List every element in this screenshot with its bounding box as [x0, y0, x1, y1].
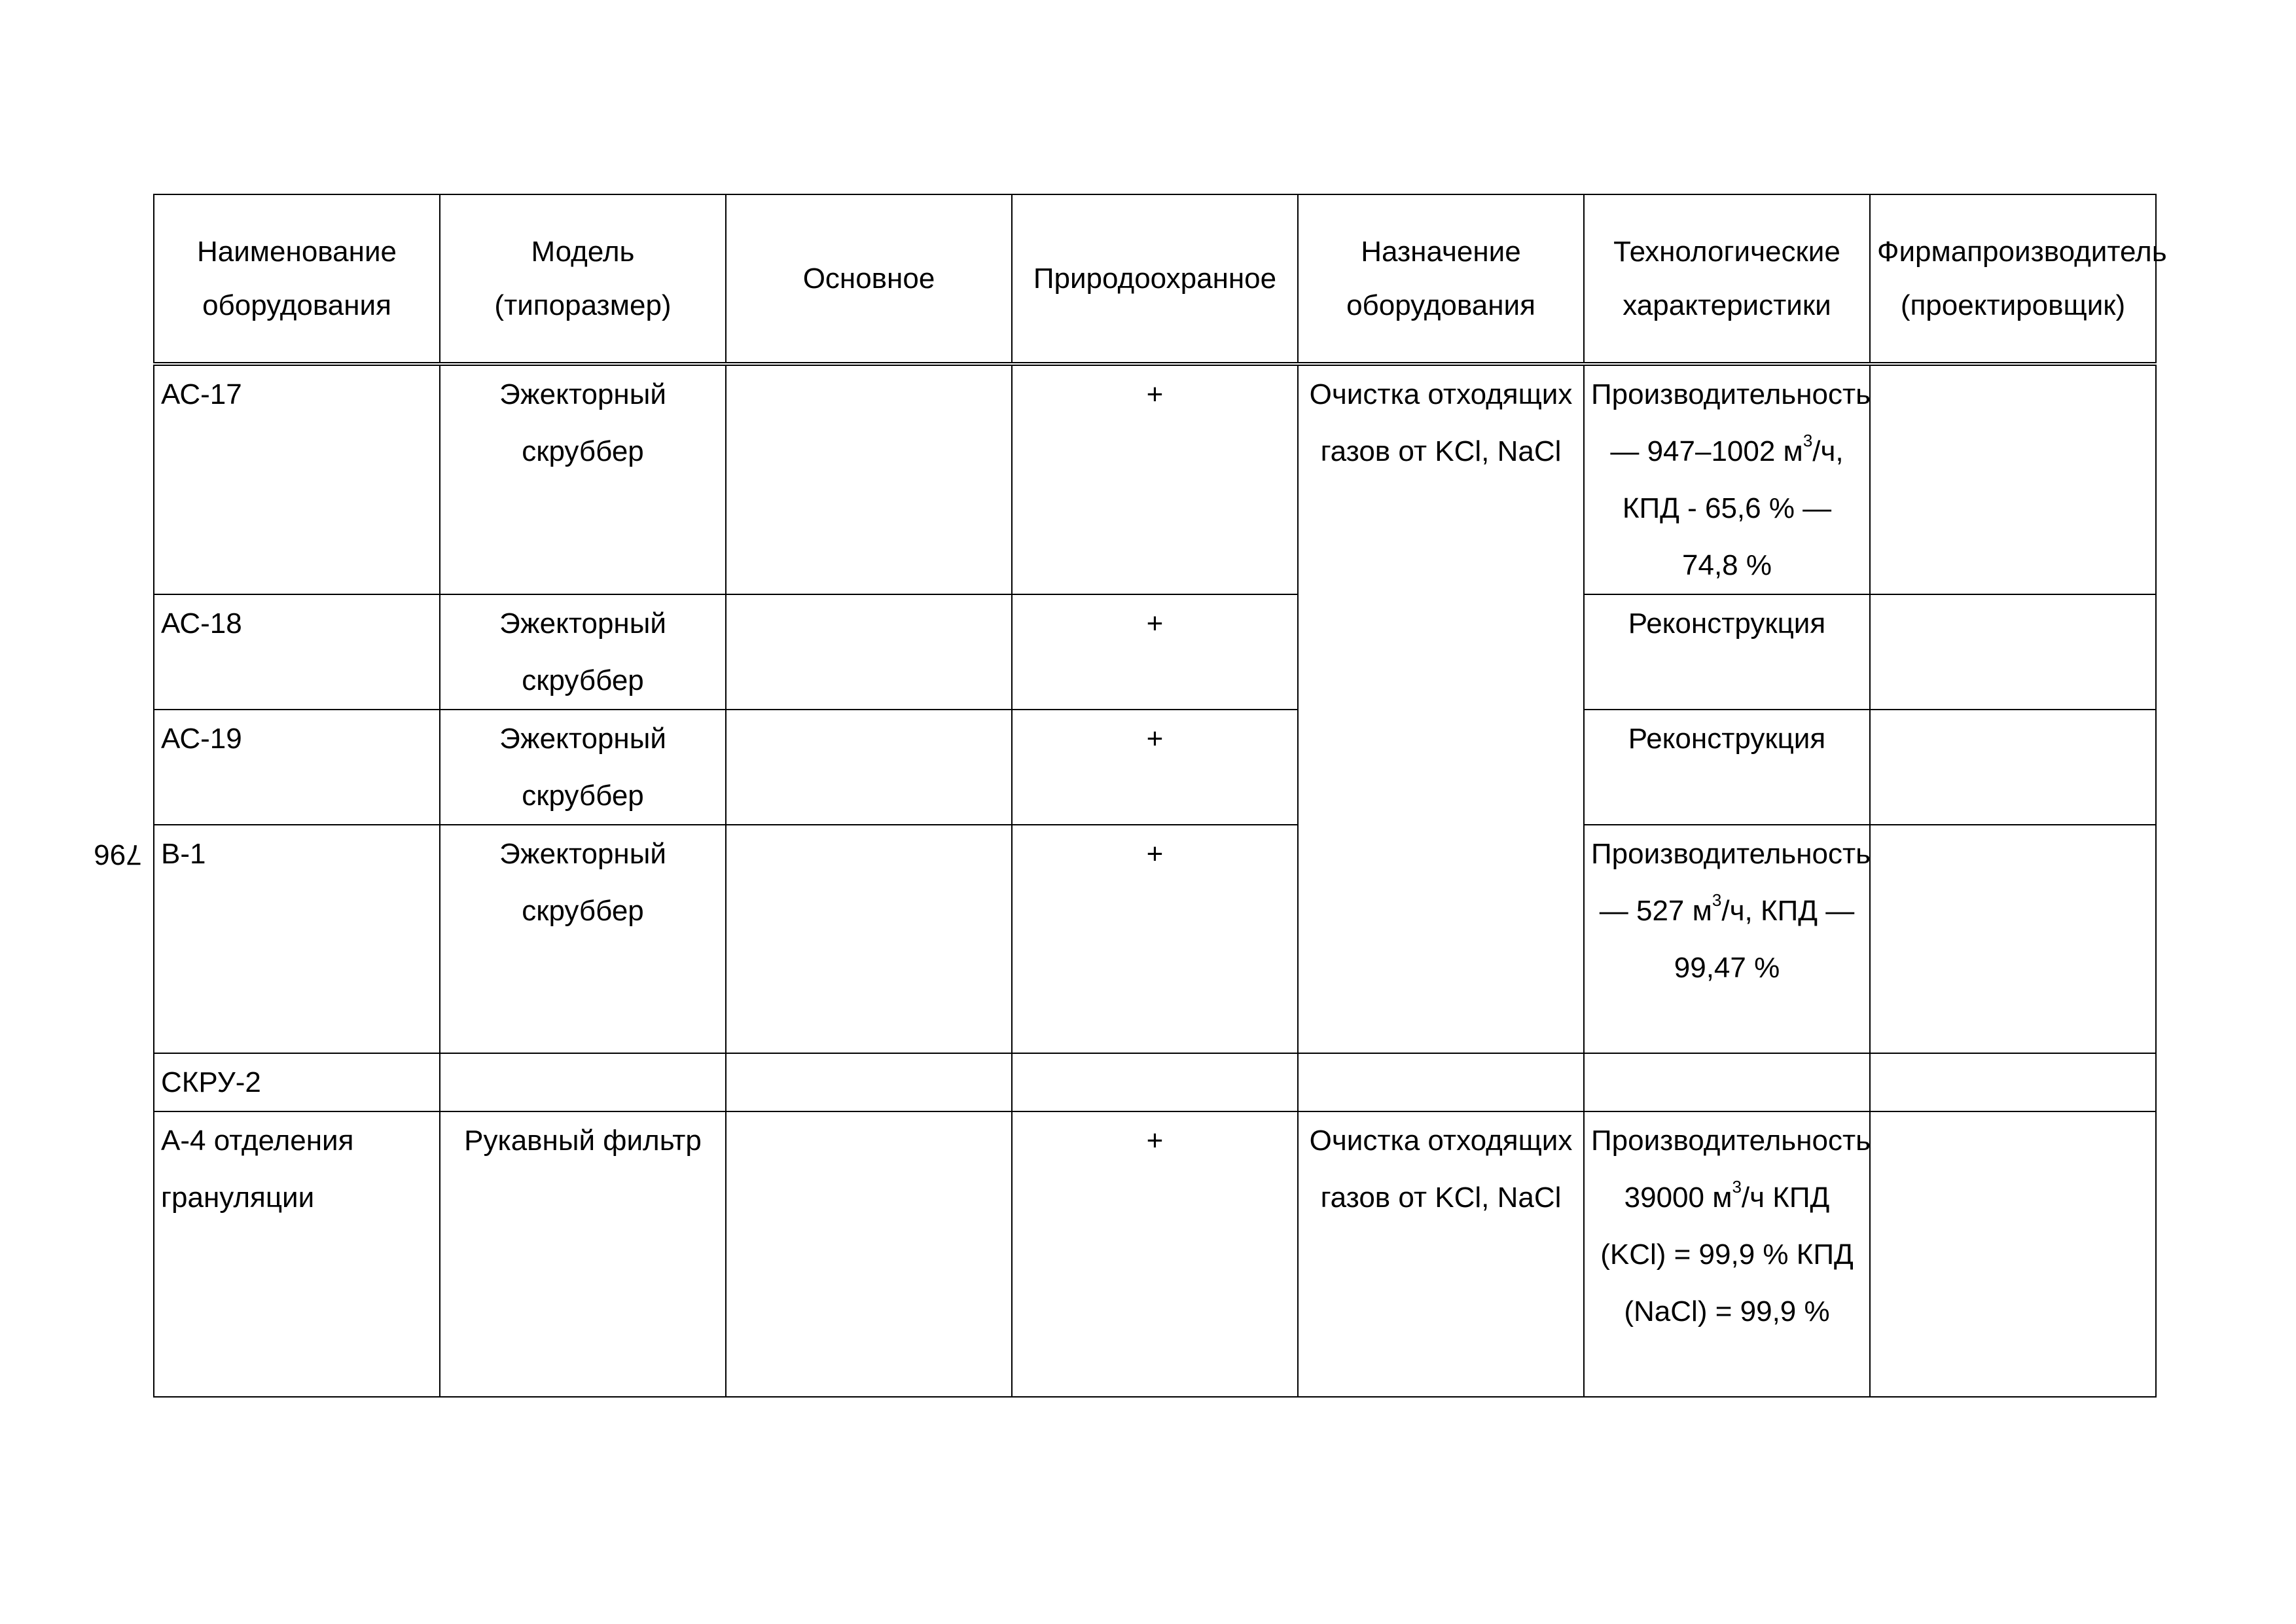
tech-text: Производительность — 947–1002 м: [1591, 378, 1871, 467]
table-row: [154, 1053, 2156, 1111]
cell-model: Эжекторный скруббер: [440, 825, 726, 1053]
cell-tech: [1584, 594, 1870, 710]
table-header-row: [154, 194, 2156, 364]
cell-maker: [1870, 1111, 2156, 1397]
cell-model: Рукавный фильтр: [440, 1111, 726, 1397]
cell-maker: [1870, 825, 2156, 1053]
header-name: Наименование оборудования: [154, 194, 440, 364]
tech-text-post: /ч, КПД — 99,47 %: [1674, 895, 1855, 984]
cell-name: В-1: [154, 825, 440, 1053]
cell-maker: [1870, 364, 2156, 594]
cell-maker: [1870, 594, 2156, 710]
cell-main: [726, 710, 1012, 825]
header-model: Модель (типоразмер): [440, 194, 726, 364]
tech-text: Производительность — 527 м: [1591, 838, 1871, 927]
cell-name: АС-19: [154, 710, 440, 825]
tech-superscript: 3: [1712, 890, 1722, 911]
cell-model: Эжекторный скруббер: [440, 710, 726, 825]
cell-purpose-merged: Очистка отходящих газов от KCl, NaCl: [1298, 364, 1584, 1053]
cell-main: [726, 594, 1012, 710]
cell-model: Эжекторный скруббер: [440, 594, 726, 710]
cell-main: [726, 1111, 1012, 1397]
tech-text-post: /ч, КПД - 65,6 % — 74,8 %: [1622, 435, 1844, 581]
cell-eco: +: [1012, 594, 1298, 710]
table-row: [154, 710, 2156, 825]
cell-eco: +: [1012, 710, 1298, 825]
page-number: 796: [94, 839, 142, 871]
cell-tech: [1584, 1053, 1870, 1111]
header-purpose: Назначение оборудования: [1298, 194, 1584, 364]
header-main: Основное: [726, 194, 1012, 364]
table-row: [154, 825, 2156, 1053]
table-row: [154, 594, 2156, 710]
cell-main: [726, 1053, 1012, 1111]
equipment-table: [153, 194, 2167, 1398]
cell-tech: [1584, 364, 1870, 594]
header-maker: Фирмапроизводитель (проектировщик): [1870, 194, 2156, 364]
cell-name: АС-17: [154, 364, 440, 594]
cell-eco: +: [1012, 364, 1298, 594]
cell-model: [440, 1053, 726, 1111]
header-tech: Технологические характеристики: [1584, 194, 1870, 364]
cell-model: Эжекторный скруббер: [440, 364, 726, 594]
cell-purpose: Очистка отходящих газов от KCl, NaCl: [1298, 1111, 1584, 1397]
tech-text-post: /ч КПД (KCl) = 99,9 % КПД (NaCl) = 99,9 %: [1600, 1182, 1854, 1327]
cell-tech: [1584, 825, 1870, 1053]
tech-text: Реконструкция: [1628, 607, 1826, 640]
cell-purpose: [1298, 1053, 1584, 1111]
cell-maker: [1870, 1053, 2156, 1111]
tech-superscript: 3: [1803, 431, 1813, 451]
cell-tech: [1584, 710, 1870, 825]
cell-tech: [1584, 1111, 1870, 1397]
cell-main: [726, 364, 1012, 594]
cell-maker: [1870, 710, 2156, 825]
cell-eco: +: [1012, 825, 1298, 1053]
cell-name: АС-18: [154, 594, 440, 710]
cell-main: [726, 825, 1012, 1053]
cell-name: А-4 отделения грануляции: [154, 1111, 440, 1397]
tech-text: Производительность 39000 м: [1591, 1125, 1871, 1214]
tech-superscript: 3: [1732, 1177, 1742, 1197]
table-row: [154, 364, 2156, 594]
cell-name: СКРУ-2: [154, 1053, 440, 1111]
table-row: [154, 1111, 2156, 1397]
cell-eco: [1012, 1053, 1298, 1111]
tech-text: Реконструкция: [1628, 723, 1826, 755]
header-eco: Природоохранное: [1012, 194, 1298, 364]
cell-eco: +: [1012, 1111, 1298, 1397]
